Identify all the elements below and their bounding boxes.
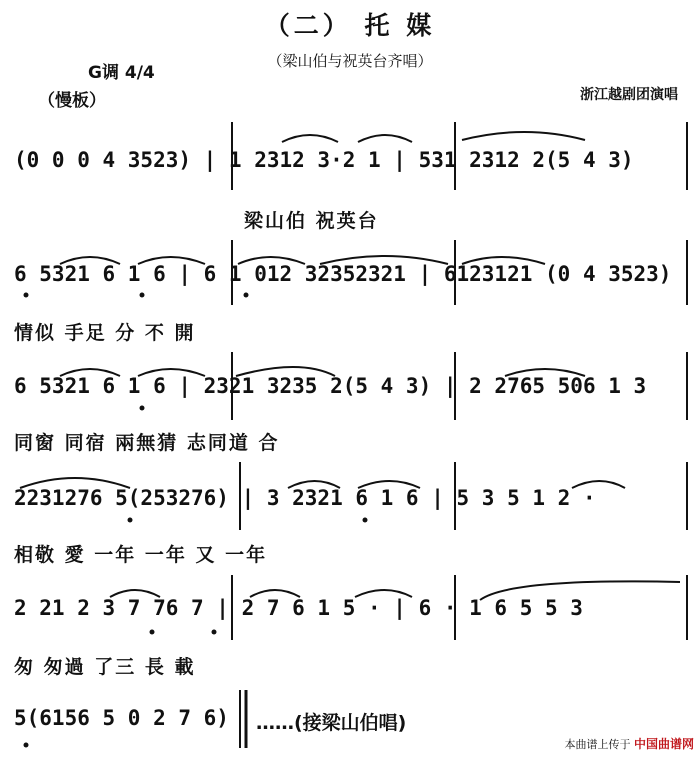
octave-dot — [140, 406, 145, 411]
slur — [358, 135, 412, 142]
octave-dot — [24, 743, 29, 748]
octave-dot — [363, 518, 368, 523]
key-signature: G调 4/4 — [88, 63, 155, 83]
notation-row-2: 6 5321 6 1 6 | 6 1 012 32352321 | 6123121 (0 4 3523) — [14, 262, 672, 286]
lyrics-row-1: 梁山伯 祝英台 — [244, 210, 379, 232]
octave-dot — [244, 293, 249, 298]
slur — [282, 135, 338, 142]
notation-row-1: (0 0 0 4 3523) | 1 2312 3·2 1 | 531 2312 2(5 4 3) — [14, 148, 634, 172]
lyrics-row-4: 相敬 愛 一年 一年 又 一年 — [14, 544, 268, 566]
octave-dot — [24, 293, 29, 298]
page-title: （二） 托 媒 — [264, 11, 436, 40]
slur — [462, 132, 585, 140]
notation-row-4: 2231276 5(253276) | 3 2321 6 1 6 | 5 3 5 1 2 · — [14, 486, 596, 510]
octave-dot — [128, 518, 133, 523]
site-logo: 中国曲谱网 — [633, 737, 694, 751]
lyrics-row-5: 匆 匆過 了三 長 載 — [14, 656, 196, 678]
performer-credit: 浙江越剧团演唱 — [580, 87, 678, 103]
page-subtitle: （梁山伯与祝英台齐唱） — [267, 52, 433, 70]
octave-dot — [150, 630, 155, 635]
notation-row-5: 2 21 2 3 7 76 7 | 2 7 6 1 5 · | 6 · 1 6 5 5 3 — [14, 596, 583, 620]
lyrics-row-2: 情似 手足 分 不 開 — [14, 322, 196, 344]
continuation-note: ……(接梁山伯唱) — [256, 712, 407, 734]
octave-dot — [212, 630, 217, 635]
notation-row-3: 6 5321 6 1 6 | 2321 3235 2(5 4 3) | 2 2765 506 1 3 — [14, 374, 647, 398]
footer-text: 本曲谱上传于 — [564, 738, 631, 751]
footer-credit — [564, 735, 694, 752]
lyrics-row-3: 同窗 同宿 兩無猜 志同道 合 — [14, 432, 280, 454]
octave-dot — [140, 293, 145, 298]
notation-row-6: 5(6156 5 0 2 7 6) — [14, 706, 229, 730]
tempo-marking: （慢板） — [38, 91, 106, 111]
